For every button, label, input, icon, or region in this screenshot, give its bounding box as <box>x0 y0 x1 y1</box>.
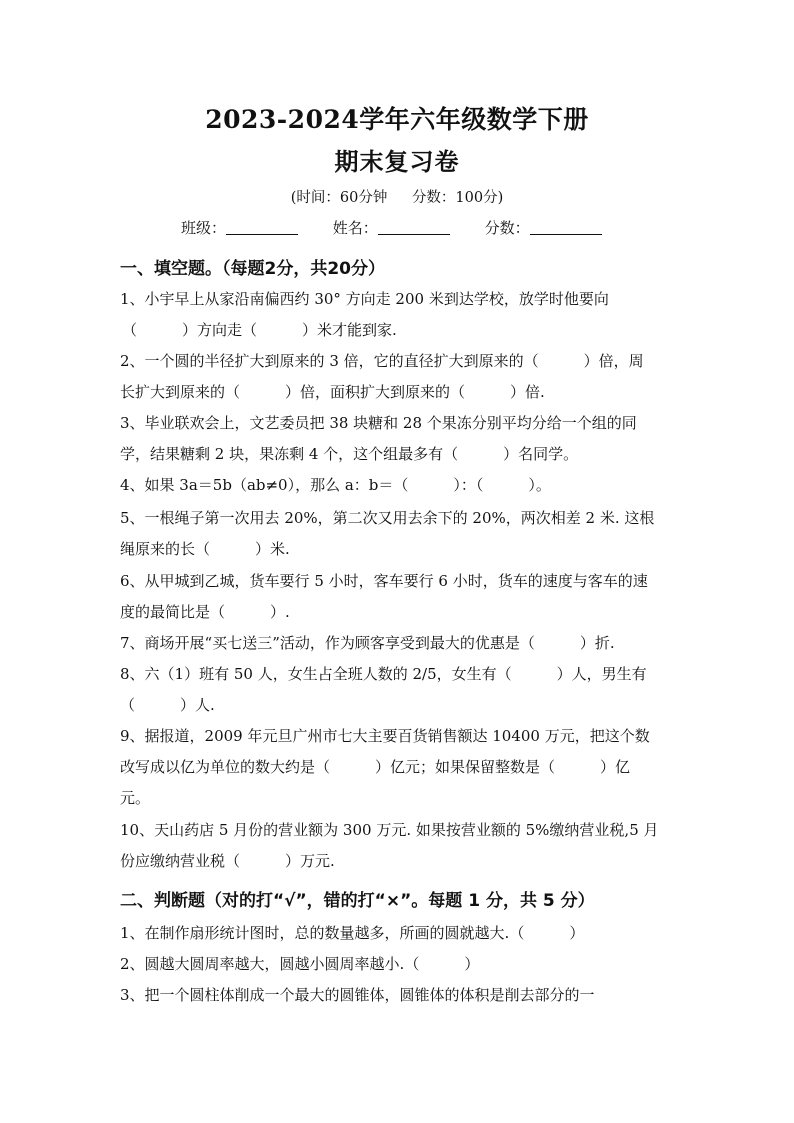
question-line: 1、小宇早上从家沿南偏西约 30° 方向走 200 米到达学校，放学时他要向 <box>120 290 609 308</box>
fill-blank-question-7 <box>120 628 672 659</box>
section-fill-blank-heading: 一、填空题。（每题2分，共20分） <box>120 259 385 279</box>
true-false-question-3 <box>120 980 672 1011</box>
fill-blank-question-1 <box>120 284 672 346</box>
question-line: 度的最简比是（ ）. <box>120 603 290 621</box>
fill-blank-question-9 <box>120 721 672 814</box>
question-line: 6、从甲城到乙城，货车要行 5 小时，客车要行 6 小时，货车的速度与客车的速 <box>120 572 648 590</box>
fill-blank-question-5 <box>120 503 672 565</box>
question-line: 8、六（1）班有 50 人，女生占全班人数的 2/5，女生有（ ）人，男生有 <box>120 665 647 683</box>
question-line: 3、毕业联欢会上，文艺委员把 38 块糖和 28 个果冻分别平均分给一个组的同 <box>120 414 637 432</box>
true-false-question-1 <box>120 918 672 949</box>
score-blank[interactable] <box>530 220 602 235</box>
fill-blank-question-10 <box>120 815 672 877</box>
question-line: 2、一个圆的半径扩大到原来的 3 倍，它的直径扩大到原来的（ ）倍，周 <box>120 352 644 370</box>
fill-blank-question-6 <box>120 566 672 628</box>
question-line: 7、商场开展“买七送三”活动，作为顾客享受到最大的优惠是（ ）折. <box>120 634 615 652</box>
question-line: 9、据报道，2009 年元旦广州市七大主要百货销售额达 10400 万元，把这个数 <box>120 727 650 745</box>
exam-subtitle: 期末复习卷 <box>334 147 460 176</box>
question-line: （ ）人. <box>120 696 215 714</box>
question-line: 2、圆越大圆周率越大，圆越小圆周率越小.（ ） <box>120 955 480 973</box>
name-label: 姓名： <box>332 219 378 237</box>
exam-meta <box>0 186 794 207</box>
question-line: 学，结果糖剩 2 块，果冻剩 4 个，这个组最多有（ ）名同学。 <box>120 445 579 463</box>
fill-blank-question-2 <box>120 346 672 408</box>
question-line: 绳原来的长（ ）米. <box>120 540 290 558</box>
question-line: 1、在制作扇形统计图时，总的数量越多，所画的圆就越大.（ ） <box>120 924 585 942</box>
question-line: 改写成以亿为单位的数大约是（ ）亿元；如果保留整数是（ ）亿 <box>120 758 631 776</box>
question-line: 3、把一个圆柱体削成一个最大的圆锥体，圆锥体的体积是削去部分的一 <box>120 986 595 1004</box>
class-blank[interactable] <box>226 220 298 235</box>
total-score: 分数：100分) <box>411 190 504 206</box>
question-line: 长扩大到原来的（ ）倍，面积扩大到原来的（ ）倍. <box>120 383 545 401</box>
score-label: 分数： <box>484 219 530 237</box>
name-field <box>333 217 450 238</box>
question-line: 5、一根绳子第一次用去 20%，第二次又用去余下的 20%，两次相差 2 米. 这根 <box>120 509 655 527</box>
question-line: 元。 <box>120 789 151 807</box>
class-label: 班级： <box>181 219 227 237</box>
question-line: 10、天山药店 5 月份的营业额为 300 万元. 如果按营业额的 5%缴纳营业税,5 月 <box>120 821 659 839</box>
name-blank[interactable] <box>378 220 450 235</box>
exam-title: 2023-2024学年六年级数学下册 <box>205 105 589 134</box>
section-true-false-heading: 二、判断题（对的打“√”，错的打“×”。每题 1 分，共 5 分） <box>120 891 595 911</box>
question-line: （ ）方向走（ ）米才能到家. <box>122 321 397 339</box>
fill-blank-question-3 <box>120 408 672 470</box>
question-line: 4、如果 3a＝5b（ab≠0），那么 a：b＝（ ）：（ ）。 <box>120 476 551 494</box>
student-info <box>181 217 632 238</box>
true-false-question-2 <box>120 949 672 980</box>
fill-blank-question-8 <box>120 659 672 721</box>
fill-blank-question-4 <box>120 470 672 501</box>
question-line: 份应缴纳营业税（ ）万元. <box>120 852 335 870</box>
class-field <box>181 217 298 238</box>
time-limit: (时间：60分钟 <box>290 190 388 206</box>
score-field <box>485 217 602 238</box>
